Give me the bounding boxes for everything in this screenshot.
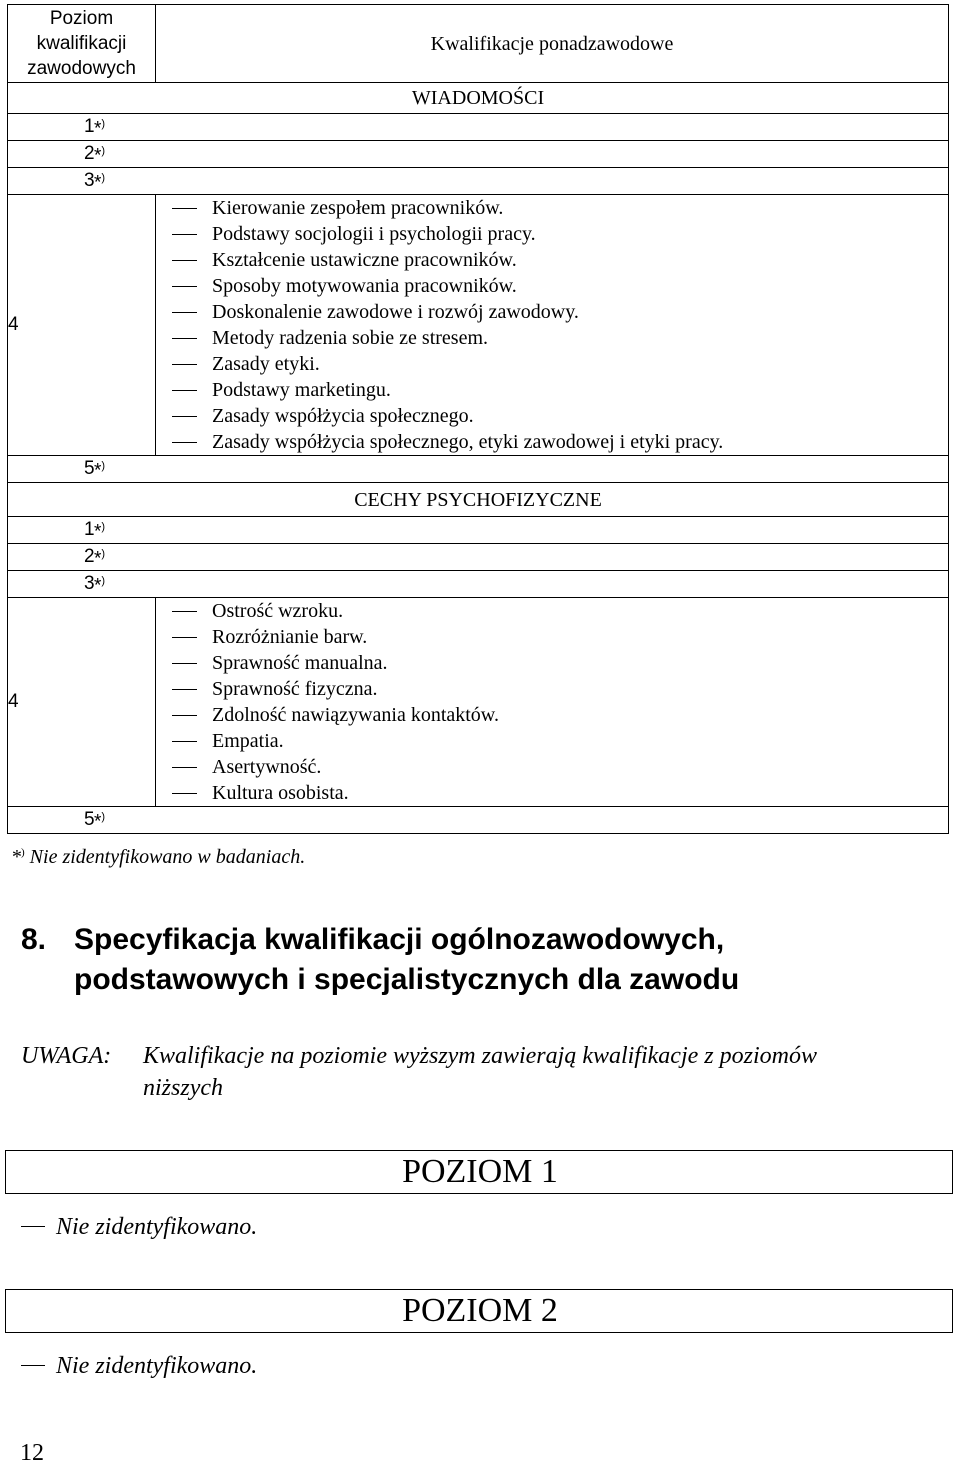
level-2-title: POZIOM 2 <box>402 1292 558 1329</box>
section-heading <box>21 920 941 1000</box>
list-item: Podstawy marketingu. <box>156 377 948 403</box>
level-number: 5 <box>84 809 95 830</box>
list-item: Sposoby motywowania pracowników. <box>156 273 948 299</box>
level-number: 1 <box>84 116 95 137</box>
level-row <box>8 571 949 598</box>
qualification-table <box>7 4 949 834</box>
level-number: 2 <box>84 143 95 164</box>
level-cell <box>8 141 949 168</box>
level-4-row <box>8 195 949 456</box>
not-identified-mark: *) <box>94 548 106 570</box>
level-number: 5 <box>84 458 95 479</box>
page-number: 12 <box>20 1440 44 1466</box>
section-heading-cell: WIADOMOŚCI <box>8 83 949 114</box>
section-title-line1: Specyfikacja kwalifikacji ogólnozawodowych, <box>74 923 725 956</box>
skills-list <box>156 195 948 455</box>
level-number: 3 <box>84 573 95 594</box>
list-item: Doskonalenie zawodowe i rozwój zawodowy. <box>156 299 948 325</box>
not-identified-mark: *) <box>94 521 106 543</box>
level-4-items-cell <box>156 195 949 456</box>
level-row <box>8 807 949 834</box>
not-identified-mark: *) <box>94 575 106 597</box>
level-header-cell: Poziom kwalifikacji zawodowych <box>8 5 156 83</box>
level-1-title: POZIOM 1 <box>402 1153 558 1190</box>
level-4-items-cell <box>156 598 949 807</box>
level-number: 1 <box>84 519 95 540</box>
not-identified-mark: *) <box>94 172 106 194</box>
footnote: *) Nie zidentyfikowano w badaniach. <box>11 846 306 868</box>
list-item: Zasady współżycia społecznego, etyki zawodowej i etyki pracy. <box>156 429 948 455</box>
level-cell <box>8 807 949 834</box>
not-identified-mark: *) <box>94 118 106 140</box>
note-block <box>21 1040 951 1104</box>
level-4-row <box>8 598 949 807</box>
section-heading-row <box>8 83 949 114</box>
level-row <box>8 517 949 544</box>
section-heading-cell: CECHY PSYCHOFIZYCZNE <box>8 483 949 517</box>
footnote-text: Nie zidentyfikowano w badaniach. <box>29 846 306 868</box>
level-cell <box>8 114 949 141</box>
level-number: 4 <box>8 598 156 807</box>
note-line2: niższych <box>143 1075 223 1101</box>
not-identified-mark: *) <box>94 811 106 833</box>
list-item: Ostrość wzroku. <box>156 598 948 624</box>
level-cell <box>8 571 949 598</box>
table-header-row <box>8 5 949 83</box>
not-identified-mark: *) <box>94 145 106 167</box>
level-row <box>8 114 949 141</box>
level-row <box>8 544 949 571</box>
list-item: Podstawy socjologii i psychologii pracy. <box>156 221 948 247</box>
note-label: UWAGA: <box>21 1043 112 1069</box>
list-item: Kształcenie ustawiczne pracowników. <box>156 247 948 273</box>
list-item: Zasady współżycia społecznego. <box>156 403 948 429</box>
level-1-item: Nie zidentyfikowano. <box>21 1212 257 1242</box>
not-identified-mark: *) <box>94 460 106 482</box>
list-item: Sprawność fizyczna. <box>156 676 948 702</box>
list-item: Rozróżnianie barw. <box>156 624 948 650</box>
level-row <box>8 141 949 168</box>
list-item: Kierowanie zespołem pracowników. <box>156 195 948 221</box>
list-item: Kultura osobista. <box>156 780 948 806</box>
list-item: Zdolność nawiązywania kontaktów. <box>156 702 948 728</box>
list-item: Asertywność. <box>156 754 948 780</box>
note-line1: Kwalifikacje na poziomie wyższym zawierają kwalifikacje z poziomów <box>143 1043 817 1069</box>
section-title-line2: podstawowych i specjalistycznych dla zawodu <box>74 963 740 996</box>
list-item: Metody radzenia sobie ze stresem. <box>156 325 948 351</box>
table-title: Kwalifikacje ponadzawodowe <box>156 5 949 83</box>
section-heading-row <box>8 483 949 517</box>
level-2-item: Nie zidentyfikowano. <box>21 1351 257 1381</box>
level-row <box>8 168 949 195</box>
level-number: 4 <box>8 195 156 456</box>
skills-list <box>156 598 948 806</box>
list-item: Sprawność manualna. <box>156 650 948 676</box>
level-cell <box>8 456 949 483</box>
table-body <box>8 83 949 834</box>
list-item: Zasady etyki. <box>156 351 948 377</box>
level-cell <box>8 544 949 571</box>
level-cell <box>8 517 949 544</box>
level-number: 3 <box>84 170 95 191</box>
level-row <box>8 456 949 483</box>
level-number: 2 <box>84 546 95 567</box>
section-number: 8. <box>21 923 47 956</box>
list-item: Empatia. <box>156 728 948 754</box>
level-cell <box>8 168 949 195</box>
